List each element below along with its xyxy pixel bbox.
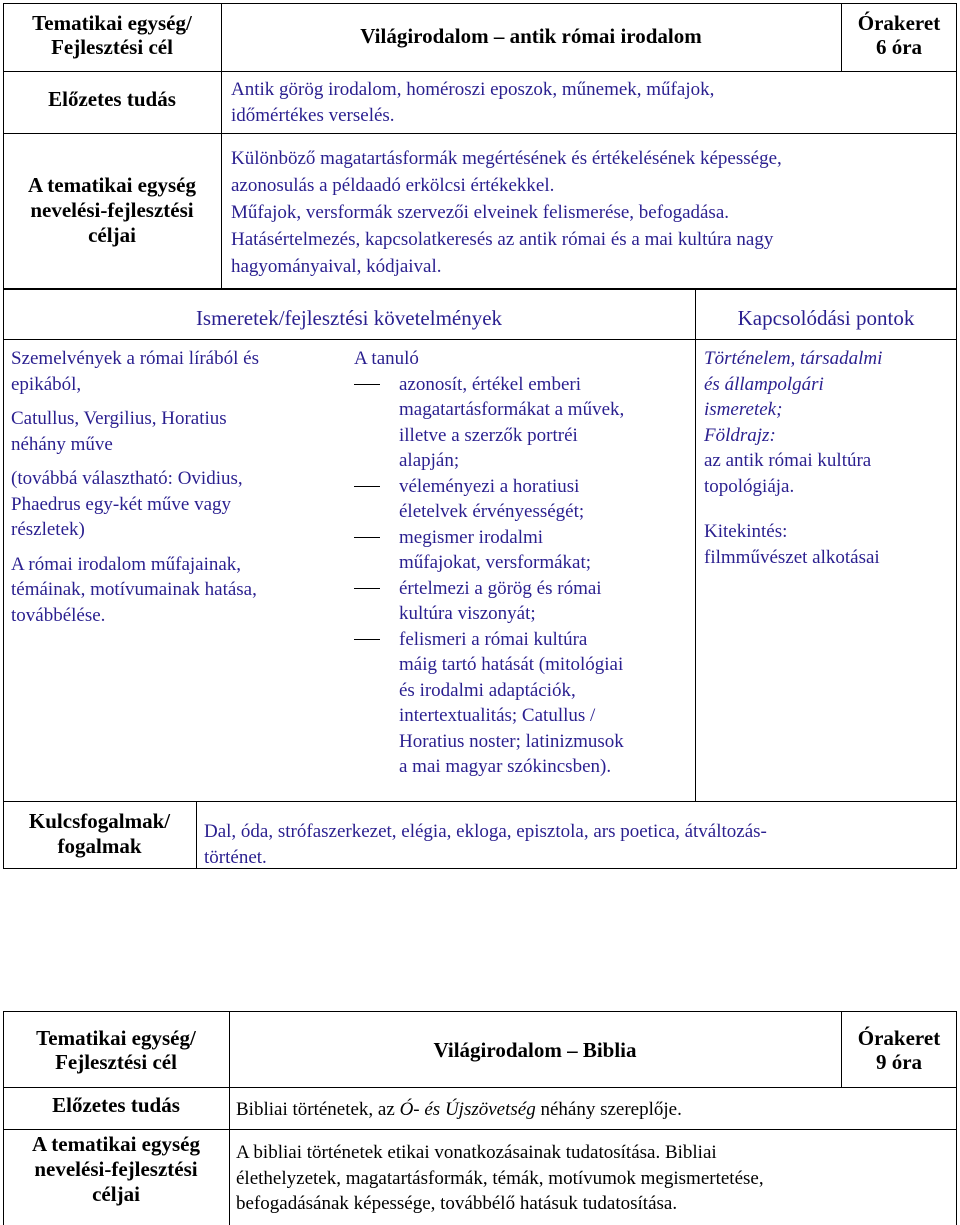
hours-label: Órakeret <box>857 1026 941 1050</box>
text-line: időmértékes verselés. <box>231 104 395 126</box>
keywords-label-line: Kulcsfogalmak/ <box>28 809 171 833</box>
unit-label <box>3 11 221 59</box>
row-divider <box>3 339 957 340</box>
list-item <box>354 372 694 474</box>
text-line: Horatius noster; latinizmusok <box>399 730 624 752</box>
row-divider <box>3 1129 957 1130</box>
text-line: történet. <box>204 846 267 868</box>
hours-label: Órakeret <box>857 11 941 35</box>
unit-title: Világirodalom – Biblia <box>433 1038 637 1062</box>
connections-plain <box>704 448 954 499</box>
row-divider <box>3 71 957 72</box>
text-line: Phaedrus egy-két műve vagy <box>11 493 232 515</box>
list-item <box>354 525 694 576</box>
text-line: ismeretek; <box>704 399 783 420</box>
text-line: A római irodalom műfajainak, <box>11 553 242 575</box>
connections-italic <box>704 346 954 448</box>
text-line: életelvek érvényességét; <box>399 501 585 522</box>
text-line: Hatásértelmezés, kapcsolatkeresés az antik római és a mai kultúra nagy <box>231 229 774 250</box>
connections-header: Kapcsolódási pontok <box>737 306 915 330</box>
text-line: értelmezi a görög és római <box>399 577 602 599</box>
prior-knowledge-text <box>231 77 951 128</box>
prior-knowledge-label: Előzetes tudás <box>48 87 176 111</box>
text-line: véleményezi a horatiusi <box>399 475 580 497</box>
text-line: és irodalmi adaptációk, <box>399 679 576 701</box>
goals-text <box>236 1140 951 1217</box>
readings-para <box>11 406 346 457</box>
readings-para <box>11 346 346 397</box>
list-item <box>354 576 694 627</box>
keywords-label <box>3 809 196 859</box>
text-line: és állampolgári <box>704 373 824 395</box>
keywords-text <box>204 819 954 870</box>
row-divider <box>3 1087 957 1088</box>
unit-label-line: Tematikai egység/ <box>32 11 192 35</box>
text-line: Különböző magatartásformák megértésének és értékelésének képessége, <box>231 148 782 169</box>
text-line: alapján; <box>399 450 460 471</box>
goals-label-line: A tematikai egység <box>28 173 196 197</box>
goals-label-line: A tematikai egység <box>32 1132 200 1156</box>
outlook-text: filmművészet alkotásai <box>704 546 880 568</box>
unit-label-line: Fejlesztési cél <box>51 35 173 59</box>
text-part: néhány szereplője. <box>535 1099 682 1120</box>
text-line: témáinak, motívumainak hatása, <box>11 579 257 600</box>
text-line: továbbélése. <box>11 604 106 626</box>
text-line: Történelem, társadalmi <box>704 348 883 369</box>
text-line: műfajokat, versformákat; <box>399 552 592 573</box>
hours-value: 6 óra <box>875 35 923 59</box>
keywords-label-line: fogalmak <box>57 834 142 858</box>
text-line: az antik római kultúra <box>704 450 872 471</box>
col-divider <box>695 289 696 801</box>
text-line: néhány műve <box>11 433 113 455</box>
text-line: élethelyzetek, magatartásformák, témák, motívumok megismertetése, <box>236 1167 764 1189</box>
text-line: felismeri a római kultúra <box>399 628 588 650</box>
row-divider <box>3 801 957 802</box>
text-line: Műfajok, versformák szervezői elveinek felismerése, befogadása. <box>231 202 730 223</box>
list-item <box>354 627 694 780</box>
goals-label <box>3 173 221 248</box>
hours-box <box>841 1026 957 1074</box>
text-part-italic: Ó- és Újszövetség <box>399 1099 536 1120</box>
readings-para <box>11 552 346 629</box>
requirements-header: Ismeretek/fejlesztési követelmények <box>195 306 503 330</box>
connections-column <box>704 346 954 570</box>
text-line: Földrajz: <box>704 424 776 446</box>
unit-label-line: Fejlesztési cél <box>55 1050 177 1074</box>
hours-box <box>841 11 957 59</box>
outcomes-column <box>354 346 694 780</box>
outlook-label: Kitekintés: <box>704 521 788 542</box>
unit1-table <box>3 3 957 869</box>
table-border-top <box>3 1011 957 1012</box>
text-line: intertextualitás; Catullus / <box>399 705 596 726</box>
text-line: epikából, <box>11 373 82 395</box>
goals-label-line: nevelési-fejlesztési <box>34 1157 198 1181</box>
readings-column <box>11 346 346 628</box>
text-line: részletek) <box>11 519 85 540</box>
text-line: topológiája. <box>704 475 795 497</box>
goals-label-line: céljai <box>88 223 136 247</box>
unit2-table <box>3 1011 957 1225</box>
row-divider <box>3 288 957 290</box>
text-line: megismer irodalmi <box>399 526 544 548</box>
outcomes-intro: A tanuló <box>354 348 419 369</box>
text-part: Bibliai történetek, az <box>236 1099 400 1120</box>
unit-label-line: Tematikai egység/ <box>36 1026 196 1050</box>
hours-value: 9 óra <box>875 1050 923 1074</box>
text-line: illetve a szerzők portréi <box>399 424 578 446</box>
unit-label <box>3 1026 229 1074</box>
readings-para <box>11 466 346 543</box>
goals-label-line: nevelési-fejlesztési <box>30 198 194 222</box>
text-line: Antik görög irodalom, homéroszi eposzok, műnemek, műfajok, <box>231 79 715 100</box>
list-item <box>354 474 694 525</box>
text-line: Dal, óda, strófaszerkezet, elégia, ekloga, episztola, ars poetica, átváltozás- <box>204 821 767 842</box>
text-line: Szemelvények a római lírából és <box>11 348 259 369</box>
prior-knowledge-text <box>236 1097 951 1123</box>
text-line: hagyományaival, kódjaival. <box>231 256 442 277</box>
row-divider <box>3 133 957 134</box>
goals-text <box>231 145 951 280</box>
text-line: befogadásának képessége, továbbélő hatásuk tudatosítása. <box>236 1193 678 1214</box>
text-line: a mai magyar szókincsben). <box>399 756 612 777</box>
goals-label-line: céljai <box>92 1182 140 1206</box>
text-line: magatartásformákat a művek, <box>399 399 625 420</box>
text-line: azonosulás a példaadó erkölcsi értékekkel. <box>231 175 555 196</box>
col-divider <box>196 801 197 869</box>
text-line: (továbbá választható: Ovidius, <box>11 468 243 489</box>
table-border-top <box>3 3 957 4</box>
text-line: Catullus, Vergilius, Horatius <box>11 408 227 429</box>
text-line: A bibliai történetek etikai vonatkozásainak tudatosítása. Bibliai <box>236 1142 717 1163</box>
goals-label <box>3 1132 229 1207</box>
unit-title: Világirodalom – antik római irodalom <box>360 24 702 48</box>
text-line: azonosít, értékel emberi <box>399 373 582 395</box>
prior-knowledge-label: Előzetes tudás <box>52 1093 180 1117</box>
text-line: máig tartó hatását (mitológiai <box>399 654 624 675</box>
outlook <box>704 519 954 570</box>
text-line: kultúra viszonyát; <box>399 603 536 624</box>
outcomes-list <box>354 372 694 780</box>
